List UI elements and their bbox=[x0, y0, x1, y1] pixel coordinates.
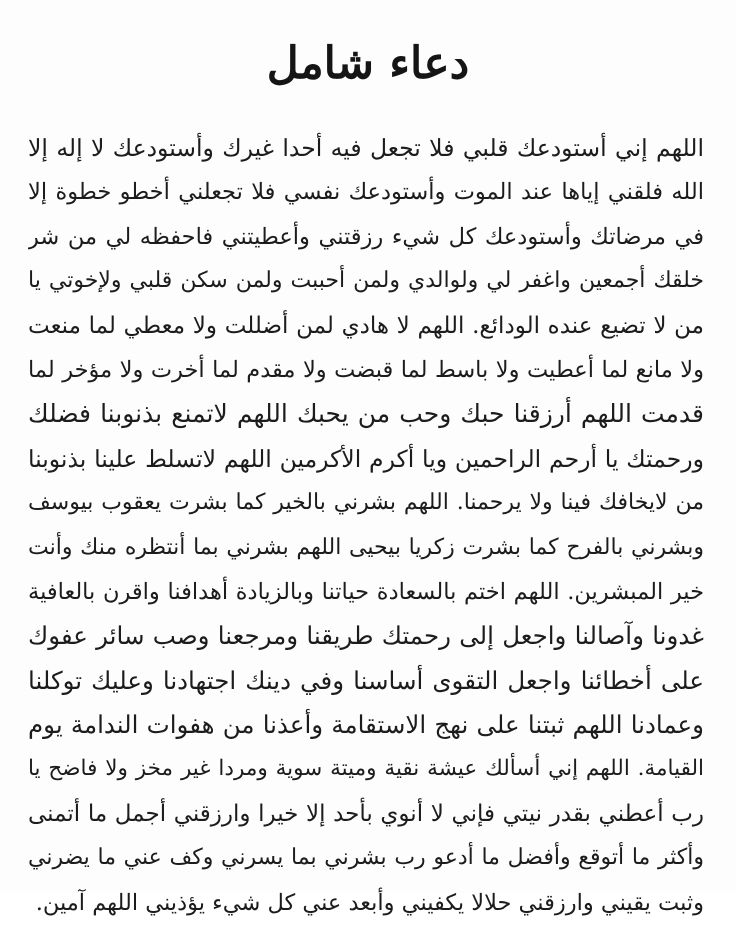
page-title: دعاء شامل bbox=[266, 38, 470, 89]
text-line: قدمت اللهم أرزقنا حبك وحب من يحبك اللهم لاتمنع بذنوبنا فضلك bbox=[28, 399, 704, 429]
text-line: وعمادنا اللهم ثبتنا على نهج الاستقامة وأعذنا من هفوات الندامة يوم bbox=[28, 710, 704, 740]
text-line: ولا مانع لما أعطيت ولا باسط لما قبضت ولا مقدم لما أخرت ولا مؤخر لما bbox=[28, 356, 704, 383]
text-line: القيامة. اللهم إني أسألك عيشة نقية وميتة سوية ومردا غير مخز ولا فاضح يا bbox=[28, 756, 704, 782]
text-line: وأكثر ما أتوقع وأفضل ما أدعو رب بشرني بما يسرني وكف عني ما يضرني bbox=[28, 845, 704, 871]
text-line: من لا تضيع عنده الودائع. اللهم لا هادي لمن أضللت ولا معطي لما منعت bbox=[28, 312, 704, 339]
prayer-text bbox=[28, 126, 704, 925]
text-line: اللهم إني أستودعك قلبي فلا تجعل فيه أحدا غيرك وأستودعك لا إله إلا bbox=[28, 134, 704, 162]
text-line: الله فلقني إياها عند الموت وأستودعك نفسي فلا تجعلني أخطو خطوة إلا bbox=[28, 179, 704, 206]
text-line: خير المبشرين. اللهم اختم بالسعادة حياتنا وبالزيادة أهدافنا واقرن بالعافية bbox=[28, 578, 704, 605]
text-line: خلقك أجمعين واغفر لي ولوالدي ولمن أحببت ولمن سكن قلبي ولإخوتي يا bbox=[28, 268, 704, 294]
text-line: وبشرني بالفرح كما بشرت زكريا بيحيى اللهم بشرني بما أنتظره منك وأنت bbox=[28, 534, 704, 560]
text-line: غدونا وآصالنا واجعل إلى رحمتك طريقنا ومرجعنا وصب سائر عفوك bbox=[28, 621, 704, 651]
text-line: في مرضاتك وأستودعك كل شيء رزقتني وأعطيتني فاحفظه لي من شر bbox=[28, 223, 704, 250]
text-line: ورحمتك يا أرحم الراحمين ويا أكرم الأكرمين اللهم لاتسلط علينا بذنوبنا bbox=[28, 444, 704, 473]
text-line: وثبت يقيني وارزقني حلالا يكفيني وأبعد عني كل شيء يؤذيني اللهم آمين. bbox=[35, 889, 704, 916]
text-line: رب أعطني بقدر نيتي فإني لا أنوي بأحد إلا خيرا وارزقني أجمل ما أتمنى bbox=[28, 800, 704, 827]
text-line: من لايخافك فينا ولا يرحمنا. اللهم بشرني بالخير كما بشرت يعقوب بيوسف bbox=[28, 490, 704, 516]
text-line: على أخطائنا واجعل التقوى أساسنا وفي دينك اجتهادنا وعليك توكلنا bbox=[28, 665, 704, 695]
